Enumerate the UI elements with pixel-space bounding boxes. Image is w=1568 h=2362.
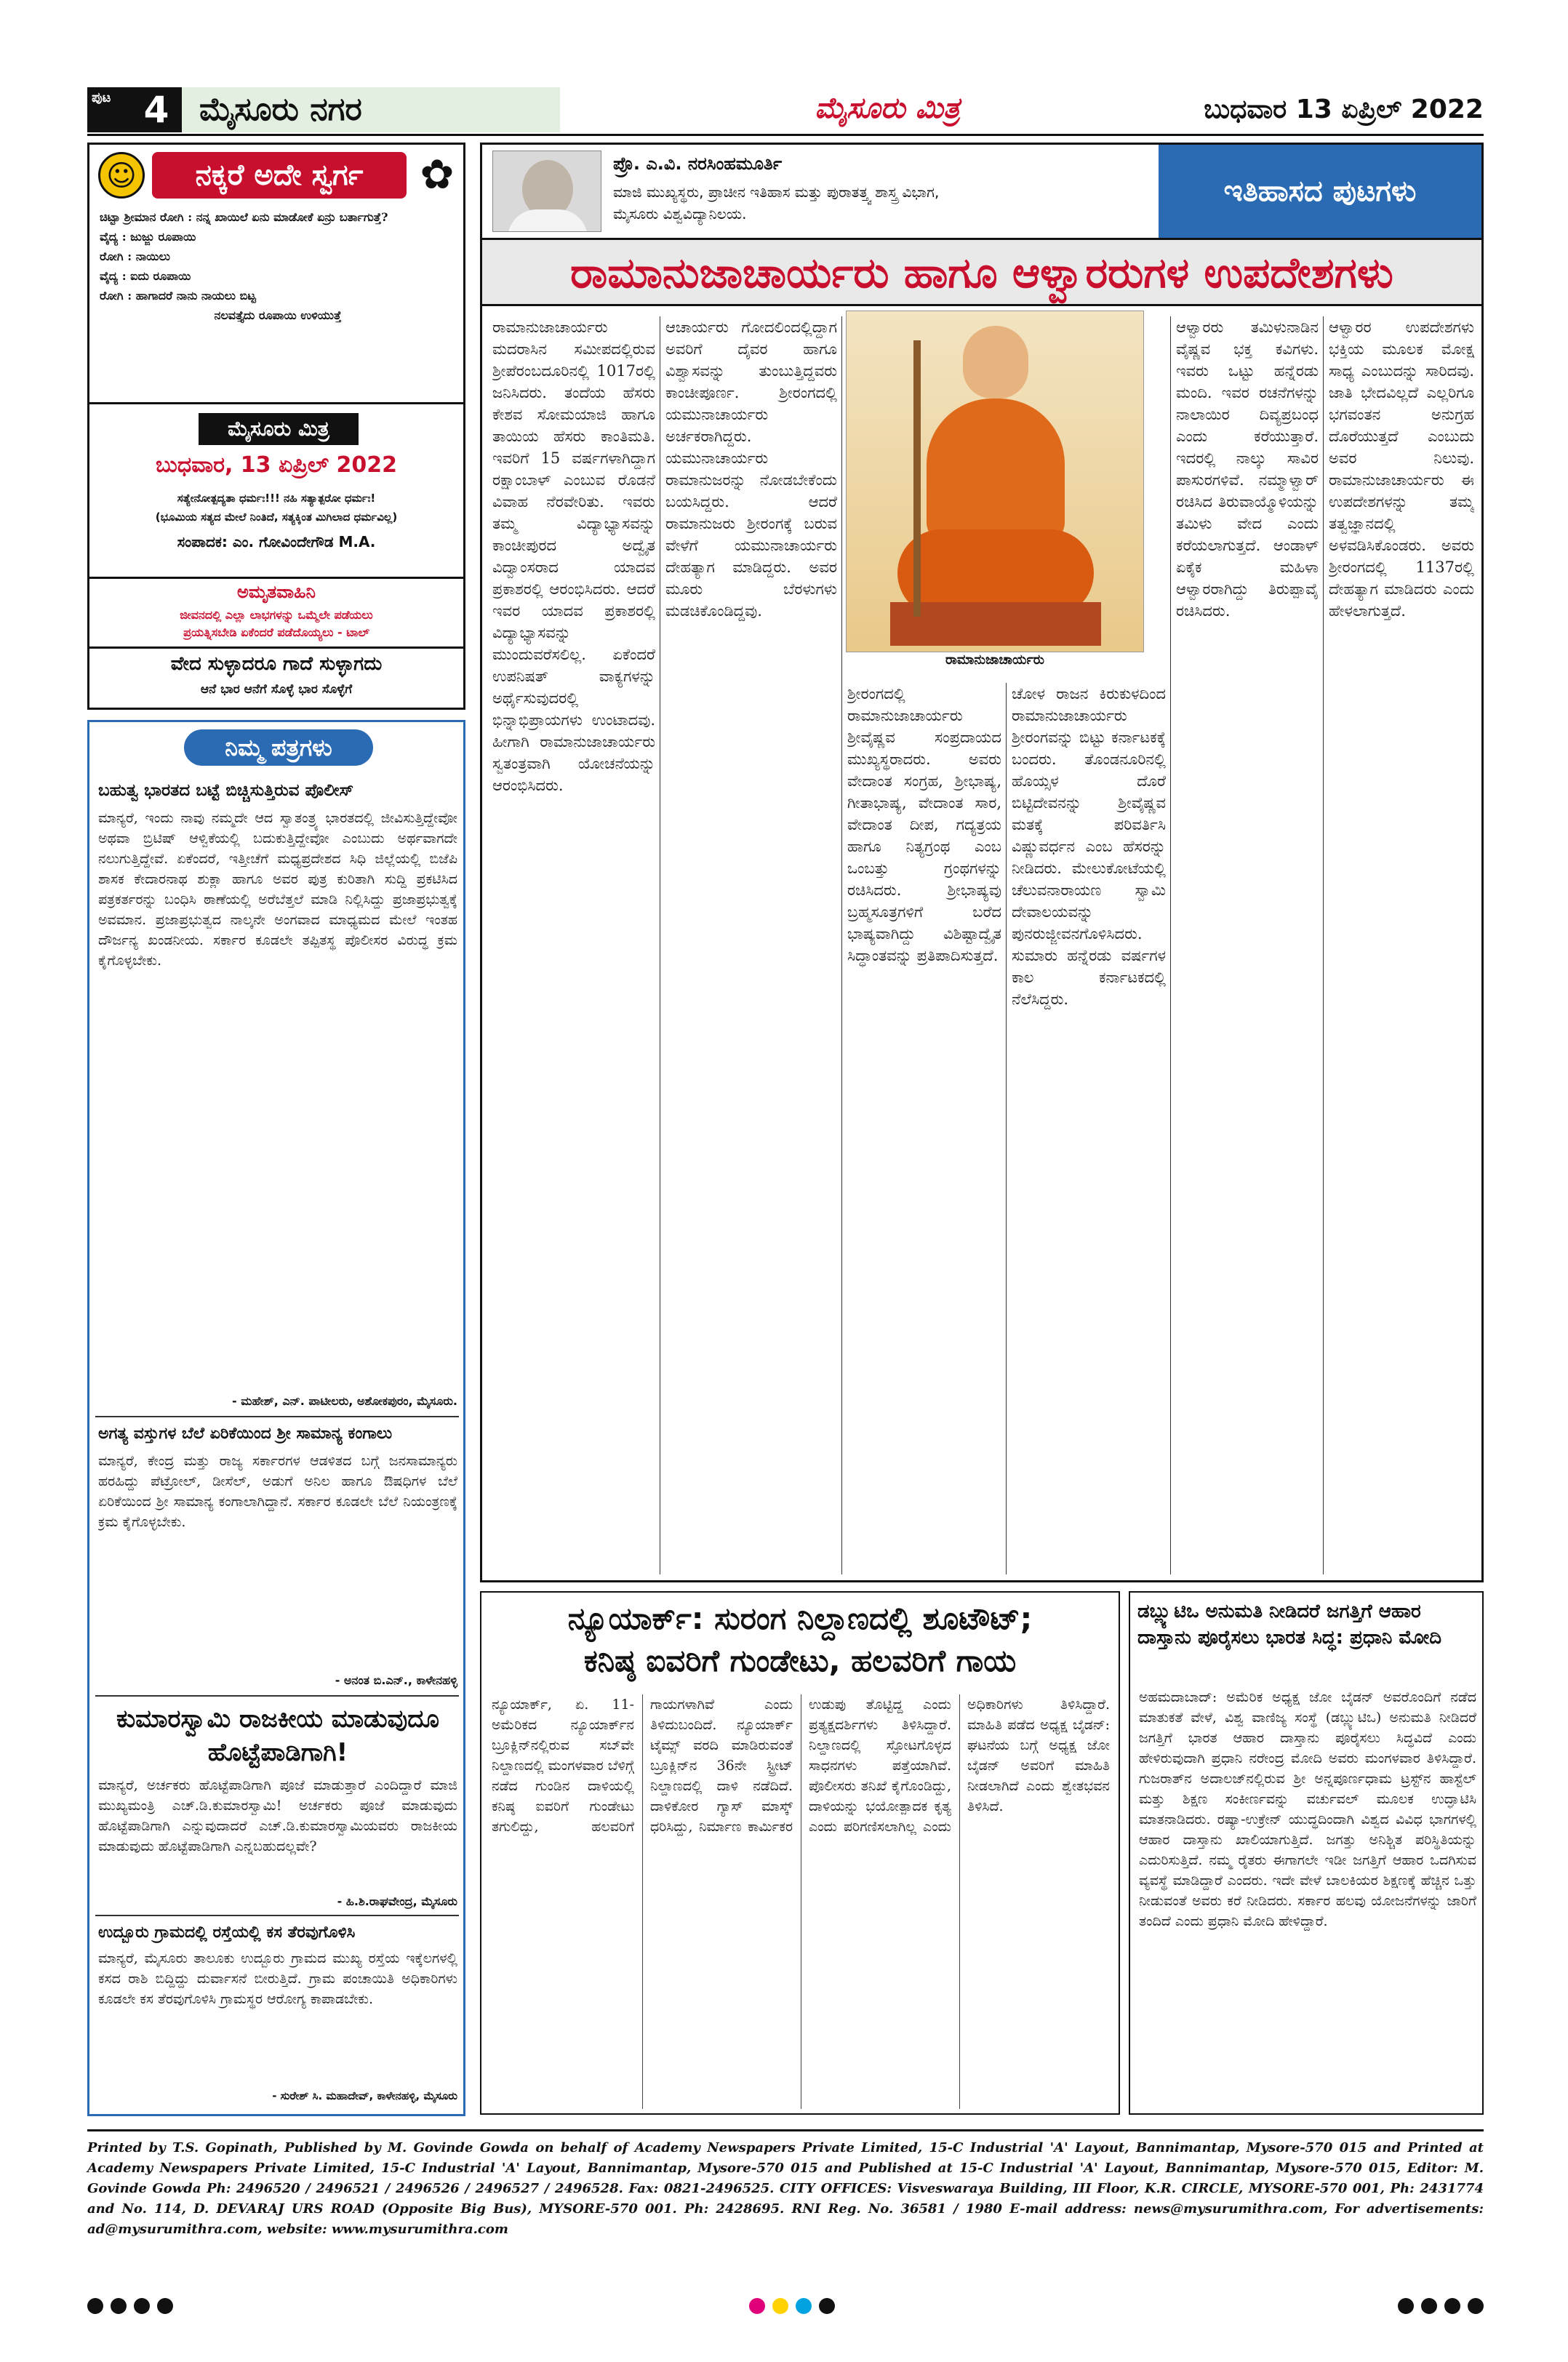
letters-divider [95, 1416, 459, 1417]
letter-body: ಮಾನ್ಯರೆ, ಅರ್ಚಕರು ಹೊಟ್ಟೆಪಾಡಿಗಾಗಿ ಪೂಜೆ ಮಾಡುತ್ತಾರೆ ಎಂದಿದ್ದಾರೆ ಮಾಜಿ ಮುಖ್ಯಮಂತ್ರಿ ಎಚ್.ಡಿ.ಕುಮಾರಸ್ವಾಮಿ! ಅರ್ಚಕರು ಪೂಜೆ ಮಾಡುವುದು ಹೊಟ್ಟೆಪಾಡಿಗಾಗಿ ಎನ್ನುವುದಾದರೆ ಎಚ್.ಡಿ.ಕುಮಾರಸ್ವಾಮಿಯವರು ರಾಜಕೀಯ ಮಾಡುವುದು ಹೊಟ್ಟೆಪಾಡಿಗಾಗಿ ಎನ್ನಬಹುದಲ್ಲವೇ? [98, 1777, 457, 1854]
news-body: ಅಹಮದಾಬಾದ್: ಅಮೆರಿಕ ಅಧ್ಯಕ್ಷ ಜೋ ಬೈಡನ್ ಅವರೊಂದಿಗೆ ನಡೆದ ಮಾತುಕತೆ ವೇಳೆ, ವಿಶ್ವ ವಾಣಿಜ್ಯ ಸಂಸ್ಥೆ (ಡಬ್ಲ್ಯುಟಿಒ) ಅನುಮತಿ ನೀಡಿದರೆ ಜಗತ್ತಿಗೆ ಭಾರತ ಆಹಾರ ದಾಸ್ತಾನು ಪೂರೈಸಲು ಸಿದ್ಧವಿದೆ ಎಂದು ಹೇಳಿರುವುದಾಗಿ ಪ್ರಧಾನಿ ನರೇಂದ್ರ ಮೋದಿ ಅವರು ಮಂಗಳವಾರ ತಿಳಿಸಿದ್ದಾರೆ. ಗುಜರಾತ್‌ನ ಅದಾಲಜ್‌ನಲ್ಲಿರುವ ಶ್ರೀ ಅನ್ನಪೂರ್ಣಧಾಮ ಟ್ರಸ್ಟ್‌ನ ಹಾಸ್ಟೆಲ್ ಮತ್ತು ಶಿಕ್ಷಣ ಸಂಕೀರ್ಣವನ್ನು ವರ್ಚುವಲ್ ಮೂಲಕ ಉದ್ಘಾಟಿಸಿ ಮಾತನಾಡಿದರು. ರಷ್ಯಾ-ಉಕ್ರೇನ್ ಯುದ್ಧದಿಂದಾಗಿ ವಿಶ್ವದ ವಿವಿಧ ಭಾಗಗಳಲ್ಲಿ ಆಹಾರ ದಾಸ್ತಾನು ಖಾಲಿಯಾಗುತ್ತಿದೆ. ಜಗತ್ತು ಅನಿಶ್ಚಿತ ಪರಿಸ್ಥಿತಿಯನ್ನು ಎದುರಿಸುತ್ತಿದೆ. ನಮ್ಮ ರೈತರು ಈಗಾಗಲೇ ಇಡೀ ಜಗತ್ತಿಗೆ ಆಹಾರ ಒದಗಿಸುವ ವ್ಯವಸ್ಥೆ ಮಾಡಿದ್ದಾರೆ ಎಂದರು. ಇದೇ ವೇಳೆ ಬಾಲಕಿಯರ ಶಿಕ್ಷಣಕ್ಕೆ ಹೆಚ್ಚಿನ ಒತ್ತು ನೀಡುವಂತೆ ಅವರು ಕರೆ ನೀಡಿದರು. ಸರ್ಕಾರ ಹಲವು ಯೋಜನೆಗಳನ್ನು ಜಾರಿಗೆ ತಂದಿದೆ ಎಂದು ಪ್ರಧಾನಿ ಮೋದಿ ಹೇಳಿದ್ದಾರೆ. [1139, 1689, 1476, 1929]
registration-dot-black [1398, 2298, 1414, 2314]
series-title: ಇತಿಹಾಸದ ಪುಟಗಳು [1159, 145, 1481, 238]
letter-signature: - ಹಿ.ಶಿ.ರಾಘವೇಂದ್ರ, ಮೈಸೂರು [337, 1894, 457, 1908]
letters-divider [95, 1915, 459, 1916]
humor-title: ನಕ್ಕರೆ ಅದೇ ಸ್ವರ್ಗ [152, 152, 407, 199]
news-story-nyc [480, 1591, 1120, 2115]
editor-line: ಸಂಪಾದಕ: ಎಂ. ಗೋವಿಂದೇಗೌಡ M.A. [177, 533, 376, 551]
registration-dot-black [134, 2298, 150, 2314]
news-story-modi [1129, 1591, 1484, 2115]
proverb-box [87, 649, 465, 710]
humor-line: ವೈದ್ಯ : ಜುಜ್ಜು ರೂಪಾಯಿ [100, 230, 196, 244]
column-rule [841, 316, 842, 1574]
feature-column: ಆಳ್ವಾರರ ಉಪದೇಶಗಳು ಭಕ್ತಿಯ ಮೂಲಕ ಮೋಕ್ಷ ಸಾಧ್ಯ ಎಂಬುದನ್ನು ಸಾರಿದವು. ಜಾತಿ ಭೇದವಿಲ್ಲದೆ ಎಲ್ಲರಿಗೂ ಭಗವಂತನ ಅನುಗ್ರಹ ದೊರೆಯುತ್ತದೆ ಎಂಬುದು ಅವರ ನಿಲುವು. ರಾಮಾನುಜಾಚಾರ್ಯರು ಈ ಉಪದೇಶಗಳನ್ನು ತಮ್ಮ ತತ್ವಜ್ಞಾನದಲ್ಲಿ ಅಳವಡಿಸಿಕೊಂಡರು. ಅವರು ಶ್ರೀರಂಗದಲ್ಲಿ 1137ರಲ್ಲಿ ದೇಹತ್ಯಾಗ ಮಾಡಿದರು ಎಂದು ಹೇಳಲಾಗುತ್ತದೆ. [1329, 319, 1474, 620]
registration-dot-yellow [772, 2298, 788, 2314]
feature-column: ಚೋಳ ರಾಜನ ಕಿರುಕುಳದಿಂದ ರಾಮಾನುಜಾಚಾರ್ಯರು ಶ್ರೀರಂಗವನ್ನು ಬಿಟ್ಟು ಕರ್ನಾಟಕಕ್ಕೆ ಬಂದರು. ತೊಂಡನೂರಿನಲ್ಲಿ ಹೊಯ್ಸಳ ದೊರೆ ಬಿಟ್ಟಿದೇವನನ್ನು ಶ್ರೀವೈಷ್ಣವ ಮತಕ್ಕೆ ಪರಿವರ್ತಿಸಿ ವಿಷ್ಣುವರ್ಧನ ಎಂಬ ಹೆಸರನ್ನು ನೀಡಿದರು. ಮೇಲುಕೋಟೆಯಲ್ಲಿ ಚೆಲುವನಾರಾಯಣ ಸ್ವಾಮಿ ದೇವಾಲಯವನ್ನು ಪುನರುಜ್ಜೀವನಗೊಳಿಸಿದರು. ಸುಮಾರು ಹನ್ನೆರಡು ವರ್ಷಗಳ ಕಾಲ ಕರ್ನಾಟಕದಲ್ಲಿ ನೆಲೆಸಿದ್ದರು. [1012, 685, 1166, 1008]
registration-dot-black [1421, 2298, 1437, 2314]
registration-dot-black [1444, 2298, 1460, 2314]
amruta-box [87, 579, 465, 649]
author-name: ಪ್ರೊ. ಎ.ವಿ. ನರಸಿಂಹಮೂರ್ತಿ [613, 153, 783, 174]
humor-line: ರೋಗಿ : ನಾಯಿಲು [100, 249, 170, 263]
letters-title: ನಿಮ್ಮ ಪತ್ರಗಳು [184, 729, 373, 766]
masthead-box [87, 404, 465, 579]
registration-dot-magenta [749, 2298, 765, 2314]
box-date: ಬುಧವಾರ, 13 ಏಪ್ರಿಲ್ 2022 [156, 452, 397, 478]
header-date: ಬುಧವಾರ 13 ಏಪ್ರಿಲ್ 2022 [1204, 95, 1484, 124]
headline-band [482, 238, 1481, 306]
news-headline: ನ್ಯೂಯಾರ್ಕ್: ಸುರಂಗ ನಿಲ್ದಾಣದಲ್ಲಿ ಶೂಟೌಟ್; [567, 1601, 1033, 1636]
column-rule [1006, 683, 1007, 1574]
letter-signature: - ಮಹೇಶ್, ಎನ್. ಪಾಟೀಲರು, ಅಶೋಕಪುರಂ, ಮೈಸೂರು. [232, 1394, 457, 1408]
news-headline: ಕನಿಷ್ಠ ಐವರಿಗೆ ಗುಂಡೇಟು, ಹಲವರಿಗೆ ಗಾಯ [583, 1643, 1017, 1678]
feature-column: ಆಚಾರ್ಯರು ಗೋದಲಿಂದಲ್ಲಿದ್ದಾಗ ಅವರಿಗೆ ದೈವರ ಹಾಗೂ ವಿಶ್ವಾಸವನ್ನು ತುಂಬುತ್ತಿದ್ದವರು ಕಾಂಚೀಪೂರ್ಣ. ಶ್ರೀರಂಗದಲ್ಲಿ ಯಮುನಾಚಾರ್ಯರು ಅರ್ಚಕರಾಗಿದ್ದರು. ಯಮುನಾಚಾರ್ಯರು ರಾಮಾನುಜರನ್ನು ನೋಡಬೇಕೆಂದು ಬಯಸಿದ್ದರು. ಆದರೆ ರಾಮಾನುಜರು ಶ್ರೀರಂಗಕ್ಕೆ ಬರುವ ವೇಳೆಗೆ ಯಮುನಾಚಾರ್ಯರು ದೇಹತ್ಯಾಗ ಮಾಡಿದ್ದರು. ಅವರ ಮೂರು ಬೆರಳುಗಳು ಮಡಚಿಕೊಂಡಿದ್ದವು. [665, 319, 837, 620]
box-motto [95, 489, 457, 551]
page-number: 4 [131, 87, 182, 132]
header-rule [87, 134, 1484, 136]
box-line: ಸತ್ಯೇನೋತ್ಪದ್ಯತಾ ಧರ್ಮಃ!!! ನಹಿ ಸತ್ಯಾತ್ಪರೋ ಧರ್ಮಃ! [177, 492, 376, 505]
letter-headline: ಉದ್ಬೂರು ಗ್ರಾಮದಲ್ಲಿ ರಸ್ತೆಯಲ್ಲಿ ಕಸ ತೆರವುಗೊಳಿಸಿ [98, 1923, 356, 1942]
proverb-line: ವೇದ ಸುಳ್ಳಾದರೂ ಗಾದೆ ಸುಳ್ಳಾಗದು [170, 653, 383, 675]
feature-column: ಶ್ರೀರಂಗದಲ್ಲಿ ರಾಮಾನುಜಾಚಾರ್ಯರು ಶ್ರೀವೈಷ್ಣವ ಸಂಪ್ರದಾಯದ ಮುಖ್ಯಸ್ಥರಾದರು. ಅವರು ವೇದಾಂತ ಸಂಗ್ರಹ, ಶ್ರೀಭಾಷ್ಯ, ಗೀತಾಭಾಷ್ಯ, ವೇದಾಂತ ಸಾರ, ವೇದಾಂತ ದೀಪ, ಗದ್ಯತ್ರಯ ಹಾಗೂ ನಿತ್ಯಗ್ರಂಥ ಎಂಬ ಒಂಬತ್ತು ಗ್ರಂಥಗಳನ್ನು ರಚಿಸಿದರು. ಶ್ರೀಭಾಷ್ಯವು ಬ್ರಹ್ಮಸೂತ್ರಗಳಿಗೆ ಬರೆದ ಭಾಷ್ಯವಾಗಿದ್ದು ವಿಶಿಷ್ಟಾದ್ವೈತ ಸಿದ್ಧಾಂತವನ್ನು ಪ್ರತಿಪಾದಿಸುತ್ತದೆ. [847, 685, 1001, 964]
author-role-line: ಮೈಸೂರು ವಿಶ್ವವಿದ್ಯಾನಿಲಯ. [613, 205, 747, 223]
feature-column: ರಾಮಾನುಜಾಚಾರ್ಯರು ಮದರಾಸಿನ ಸಮೀಪದಲ್ಲಿರುವ ಶ್ರೀಪೆರಂಬದೂರಿನಲ್ಲಿ 1017ರಲ್ಲಿ ಜನಿಸಿದರು. ತಂದೆಯ ಹೆಸರು ಕೇಶವ ಸೋಮಯಾಜಿ ಹಾಗೂ ತಾಯಿಯ ಹೆಸರು ಕಾಂತಿಮತಿ. ಇವರಿಗೆ 15 ವರ್ಷಗಳಾಗಿದ್ದಾಗ ರಕ್ಷಾಂಬಾಳ್ ಎಂಬುವ ರೊಡನೆ ವಿವಾಹ ನೆರವೇರಿತು. ಇವರು ತಮ್ಮ ವಿದ್ಯಾಭ್ಯಾಸವನ್ನು ಕಾಂಚೀಪುರದ ಅದ್ವೈತ ವಿದ್ವಾಂಸರಾದ ಯಾದವ ಪ್ರಕಾಶರಲ್ಲಿ ಆರಂಭಿಸಿದರು. ಆದರೆ ಇವರ ಯಾದವ ಪ್ರಕಾಶರಲ್ಲಿ ವಿದ್ಯಾಭ್ಯಾಸವನ್ನು ಮುಂದುವರೆಸಲಿಲ್ಲ. ಏಕೆಂದರೆ ಉಪನಿಷತ್ ವಾಕ್ಯಗಳನ್ನು ಅರ್ಥೈಸುವುದರಲ್ಲಿ ಭಿನ್ನಾಭಿಪ್ರಾಯಗಳು ಉಂಟಾದವು. ಹೀಗಾಗಿ ರಾಮಾನುಜಾಚಾರ್ಯರು ಸ್ವತಂತ್ರವಾಗಿ ಯೋಚನೆಯನ್ನು ಆರಂಭಿಸಿದರು. [492, 319, 655, 794]
news-body: ನ್ಯೂಯಾರ್ಕ್, ಏ. 11- ಅಮೆರಿಕದ ನ್ಯೂಯಾರ್ಕ್‌ನ ಬ್ರೂಕ್ಲಿನ್‌ನಲ್ಲಿರುವ ಸಬ್‌ವೇ ನಿಲ್ದಾಣದಲ್ಲಿ ಮಂಗಳವಾರ ಬೆಳಿಗ್ಗೆ ನಡೆದ ಗುಂಡಿನ ದಾಳಿಯಲ್ಲಿ ಕನಿಷ್ಠ ಐವರಿಗೆ ಗುಂಡೇಟು ತಗುಲಿದ್ದು, ಹಲವರಿಗೆ ಗಾಯಗಳಾಗಿವೆ ಎಂದು ತಿಳಿದುಬಂದಿದೆ. ನ್ಯೂಯಾರ್ಕ್ ಟೈಮ್ಸ್ ವರದಿ ಮಾಡಿರುವಂತೆ ಬ್ರೂಕ್ಲಿನ್‌ನ 36ನೇ ಸ್ಟ್ರೀಟ್ ನಿಲ್ದಾಣದಲ್ಲಿ ದಾಳಿ ನಡೆದಿದೆ. ದಾಳಿಕೋರ ಗ್ಯಾಸ್ ಮಾಸ್ಕ್ ಧರಿಸಿದ್ದು, ನಿರ್ಮಾಣ ಕಾರ್ಮಿಕರ ಉಡುಪು ತೊಟ್ಟಿದ್ದ ಎಂದು ಪ್ರತ್ಯಕ್ಷದರ್ಶಿಗಳು ತಿಳಿಸಿದ್ದಾರೆ. ನಿಲ್ದಾಣದಲ್ಲಿ ಸ್ಫೋಟಗೊಳ್ಳದ ಸಾಧನಗಳು ಪತ್ತೆಯಾಗಿವೆ. ಪೊಲೀಸರು ತನಿಖೆ ಕೈಗೊಂಡಿದ್ದು, ದಾಳಿಯನ್ನು ಭಯೋತ್ಪಾದಕ ಕೃತ್ಯ ಎಂದು ಪರಿಗಣಿಸಲಾಗಿಲ್ಲ ಎಂದು ಅಧಿಕಾರಿಗಳು ತಿಳಿಸಿದ್ದಾರೆ. ಮಾಹಿತಿ ಪಡೆದ ಅಧ್ಯಕ್ಷ ಬೈಡನ್: ಘಟನೆಯ ಬಗ್ಗೆ ಅಧ್ಯಕ್ಷ ಜೋ ಬೈಡನ್ ಅವರಿಗೆ ಮಾಹಿತಿ ನೀಡಲಾಗಿದೆ ಎಂದು ಶ್ವೇತಭವನ ತಿಳಿಸಿದೆ. [492, 1697, 1110, 1835]
scarecrow-icon: ✿ [420, 151, 455, 199]
letter-body: ಮಾನ್ಯರೆ, ಕೇಂದ್ರ ಮತ್ತು ರಾಜ್ಯ ಸರ್ಕಾರಗಳ ಆಡಳಿತದ ಬಗ್ಗೆ ಜನಸಾಮಾನ್ಯರು ಹರಹಿದ್ದು ಪೆಟ್ರೋಲ್, ಡೀಸೆಲ್, ಅಡುಗೆ ಅನಿಲ ಹಾಗೂ ಔಷಧಿಗಳ ಬೆಲೆ ಏರಿಕೆಯಿಂದ ಶ್ರೀ ಸಾಮಾನ್ಯ ಕಂಗಾಲಾಗಿದ್ದಾನೆ. ಸರ್ಕಾರ ಕೂಡಲೇ ಬೆಲೆ ನಿಯಂತ್ರಣಕ್ಕೆ ಕ್ರಮ ಕೈಗೊಳ್ಳಬೇಕು. [98, 1453, 457, 1530]
masthead: ಮೈಸೂರು ಮಿತ್ರ [815, 92, 960, 125]
author-role [613, 181, 1108, 225]
letter-signature: - ಅನಂತ ಬಿ.ಎನ್., ಕಾಳೇನಹಳ್ಳಿ [335, 1673, 457, 1687]
registration-dot-black [1468, 2298, 1484, 2314]
letter-headline: ಅಗತ್ಯ ವಸ್ತುಗಳ ಬೆಲೆ ಏರಿಕೆಯಿಂದ ಶ್ರೀ ಸಾಮಾನ್ಯ ಕಂಗಾಲು [98, 1425, 393, 1443]
section-title: ಮೈಸೂರು ನಗರ [182, 87, 560, 132]
footer-imprint: Printed by T.S. Gopinath, Published by M. Govinde Gowda on behalf of Academy Newspapers Private Limited, 15-C Industrial 'A' Layout, Bannimantap, Mysore-570 015 and Printed at Academy Newspapers Private Limited, 15-C Industrial 'A' Layout, Bannimantap, Mysore-570 015 and Published at 15-C Industrial 'A' Layout, Bannimantap, Mysore-570 015, Editor: M. Govinde Gowda Ph: 2496520 / 2496521 / 2496526 / 2496527 / 2496528. Fax: 0821-2496525. CITY OFFICES: Visveswaraya Building, III Floor, K.R. CIRCLE, MYSORE-570 001, Ph: 2431774 and No. 114, D. DEVARAJ URS ROAD (Opposite Big Bus), MYSORE-570 001. Ph: 2428695. RNI Reg. No. 36581 / 1980 E-mail address: news@mysurumithra.com, For advertisements: ad@mysurumithra.com, website: www.mysurumithra.com [87, 2140, 1484, 2237]
amruta-title: ಅಮೃತವಾಹಿನಿ [237, 582, 316, 602]
author-photo [492, 151, 601, 232]
letter-body: ಮಾನ್ಯರೆ, ಮೈಸೂರು ತಾಲೂಕು ಉದ್ಬೂರು ಗ್ರಾಮದ ಮುಖ್ಯ ರಸ್ತೆಯ ಇಕ್ಕೆಲಗಳಲ್ಲಿ ಕಸದ ರಾಶಿ ಬಿದ್ದಿದ್ದು ದುರ್ವಾಸನೆ ಬೀರುತ್ತಿದೆ. ಗ್ರಾಮ ಪಂಚಾಯಿತಿ ಅಧಿಕಾರಿಗಳು ಕೂಡಲೇ ಕಸ ತೆರವುಗೊಳಿಸಿ ಗ್ರಾಮಸ್ಥರ ಆರೋಗ್ಯ ಕಾಪಾಡಬೇಕು. [98, 1950, 457, 2007]
box-line: (ಭೂಮಿಯ ಸತ್ಯದ ಮೇಲೆ ನಿಂತಿದೆ, ಸತ್ಯಕ್ಕಿಂತ ಮಿಗಿಲಾದ ಧರ್ಮವಿಲ್ಲ) [155, 511, 398, 524]
humor-line: ರೋಗಿ : ಹಾಗಾದರೆ ನಾನು ನಾಯಲು ಬಿಟ್ಟ [100, 289, 256, 303]
footer-rule [87, 2129, 1484, 2131]
page-label: ಪುಟ [87, 87, 131, 132]
ramanuja-illustration [846, 311, 1144, 652]
letters-section [87, 720, 465, 2116]
registration-dot-black [87, 2298, 103, 2314]
amruta-line: ಪ್ರಯತ್ನಿಸಬೇಡಿ ಏಕೆಂದರೆ ಪಡೆದೊಯ್ಯಲು - ಟಾಲ್ [183, 625, 369, 639]
amruta-text [94, 606, 459, 641]
image-caption: ರಾಮಾನುಜಾಚಾರ್ಯರು [846, 652, 1144, 668]
author-role-line: ಮಾಜಿ ಮುಖ್ಯಸ್ಥರು, ಪ್ರಾಚೀನ ಇತಿಹಾಸ ಮತ್ತು ಪುರಾತತ್ತ್ವ ಶಾಸ್ತ್ರ ವಿಭಾಗ, [613, 183, 940, 201]
registration-dot-black [819, 2298, 835, 2314]
column-rule [1170, 316, 1171, 1574]
letters-divider [95, 1695, 459, 1697]
letter-headline: ಕುಮಾರಸ್ವಾಮಿ ರಾಜಕೀಯ ಮಾಡುವುದೂ ಹೊಟ್ಟೆಪಾಡಿಗಾಗಿ! [116, 1705, 439, 1767]
letter-signature: - ಸುರೇಶ್ ಸಿ. ಮಹಾದೇವ್, ಕಾಳೇನಹಳ್ಳಿ, ಮೈಸೂರು [272, 2089, 457, 2102]
registration-dot-cyan [796, 2298, 812, 2314]
proverb-sub: ಆನೆ ಭಾರ ಆನೆಗೆ ಸೊಳ್ಳೆ ಭಾರ ಸೊಳ್ಳೆಗೆ [200, 682, 353, 697]
laughing-face-icon: ☺ [98, 152, 145, 199]
news-headline: ಡಬ್ಲ್ಯುಟಿಒ ಅನುಮತಿ ನೀಡಿದರೆ ಜಗತ್ತಿಗೆ ಆಹಾರ ದಾಸ್ತಾನು ಪೂರೈಸಲು ಭಾರತ ಸಿದ್ಧ: ಪ್ರಧಾನಿ ಮೋದಿ [1137, 1601, 1441, 1649]
registration-dot-black [157, 2298, 173, 2314]
humor-line: ವೈದ್ಯ : ಐದು ರೂಪಾಯಿ [100, 269, 191, 283]
humor-line: ಚಿಟ್ಟಾ ಶ್ರೀಮಾನ ರೋಗಿ : ನನ್ನ ಖಾಯಿಲೆ ಏನು ಮಾಡೋಕೆ ಏನ್ರು ಬರ್ತಾಗುತ್ತೆ? [100, 210, 388, 224]
column-rule [1323, 316, 1324, 1574]
humor-box [87, 143, 465, 404]
letter-headline: ಬಹುತ್ವ ಭಾರತದ ಬಟ್ಟೆ ಬಿಚ್ಚಿಸುತ್ತಿರುವ ಪೊಲೀಸ್ [98, 781, 354, 800]
registration-dot-black [111, 2298, 127, 2314]
feature-column: ಆಳ್ವಾರರು ತಮಿಳುನಾಡಿನ ವೈಷ್ಣವ ಭಕ್ತ ಕವಿಗಳು. ಇವರು ಒಟ್ಟು ಹನ್ನೆರಡು ಮಂದಿ. ಇವರ ರಚನೆಗಳನ್ನು ನಾಲಾಯಿರ ದಿವ್ಯಪ್ರಬಂಧ ಎಂದು ಕರೆಯುತ್ತಾರೆ. ಇದರಲ್ಲಿ ನಾಲ್ಕು ಸಾವಿರ ಪಾಸುರಗಳಿವೆ. ನಮ್ಮಾಳ್ವಾರ್ ರಚಿಸಿದ ತಿರುವಾಯ್ಮೊಳಿಯನ್ನು ತಮಿಳು ವೇದ ಎಂದು ಕರೆಯಲಾಗುತ್ತದೆ. ಆಂಡಾಳ್ ಏಕೈಕ ಮಹಿಳಾ ಆಳ್ವಾರರಾಗಿದ್ದು ತಿರುಪ್ಪಾವೈ ರಚಿಸಿದರು. [1176, 319, 1319, 620]
letter-body: ಮಾನ್ಯರೆ, ಇಂದು ನಾವು ನಮ್ಮದೇ ಆದ ಸ್ವಾತಂತ್ರ್ಯ ಭಾರತದಲ್ಲಿ ಜೀವಿಸುತ್ತಿದ್ದೇವೋ ಅಥವಾ ಬ್ರಿಟಿಷ್ ಆಳ್ವಿಕೆಯಲ್ಲಿ ಬದುಕುತ್ತಿದ್ದೇವೋ ಎಂಬುದು ಅರ್ಥವಾಗದೇ ನಲುಗುತ್ತಿದ್ದೇವೆ. ಏಕೆಂದರೆ, ಇತ್ತೀಚೆಗೆ ಮಧ್ಯಪ್ರದೇಶದ ಸಿಧಿ ಜಿಲ್ಲೆಯಲ್ಲಿ ಬಿಜೆಪಿ ಶಾಸಕ ಕೇದಾರನಾಥ ಶುಕ್ಲಾ ಹಾಗೂ ಅವರ ಪುತ್ರ ಕುರಿತಾಗಿ ಸುದ್ದಿ ಪ್ರಕಟಿಸಿದ ಪತ್ರಕರ್ತರನ್ನು ಬಂಧಿಸಿ ಠಾಣೆಯಲ್ಲಿ ಅರೆಬೆತ್ತಲೆ ಮಾಡಿ ನಿಲ್ಲಿಸಿದ್ದು ಪ್ರಜಾಪ್ರಭುತ್ವಕ್ಕೆ ಅವಮಾನ. ಪ್ರಜಾಪ್ರಭುತ್ವದ ನಾಲ್ಕನೇ ಅಂಗವಾದ ಮಾಧ್ಯಮದ ಮೇಲೆ ಇಂತಹ ದೌರ್ಜನ್ಯ ಖಂಡನೀಯ. ಸರ್ಕಾರ ಕೂಡಲೇ ತಪ್ಪಿತಸ್ಥ ಪೊಲೀಸರ ವಿರುದ್ಧ ಕ್ರಮ ಕೈಗೊಳ್ಳಬೇಕು. [98, 810, 457, 969]
box-masthead: ಮೈಸೂರು ಮಿತ್ರ [199, 413, 359, 445]
feature-headline: ರಾಮಾನುಜಾಚಾರ್ಯರು ಹಾಗೂ ಆಳ್ವಾರರುಗಳ ಉಪದೇಶಗಳು [570, 248, 1393, 297]
feature-article [480, 143, 1484, 1582]
humor-line: ನಲವತ್ತೈದು ರೂಪಾಯಿ ಉಳಿಯುತ್ತೆ [214, 308, 342, 322]
page-header [87, 87, 1484, 132]
humor-lines [100, 207, 456, 325]
amruta-line: ಜೀವನದಲ್ಲಿ ಎಲ್ಲಾ ಲಾಭಗಳನ್ನು ಒಮ್ಮೆಲೇ ಪಡೆಯಲು [180, 608, 373, 622]
